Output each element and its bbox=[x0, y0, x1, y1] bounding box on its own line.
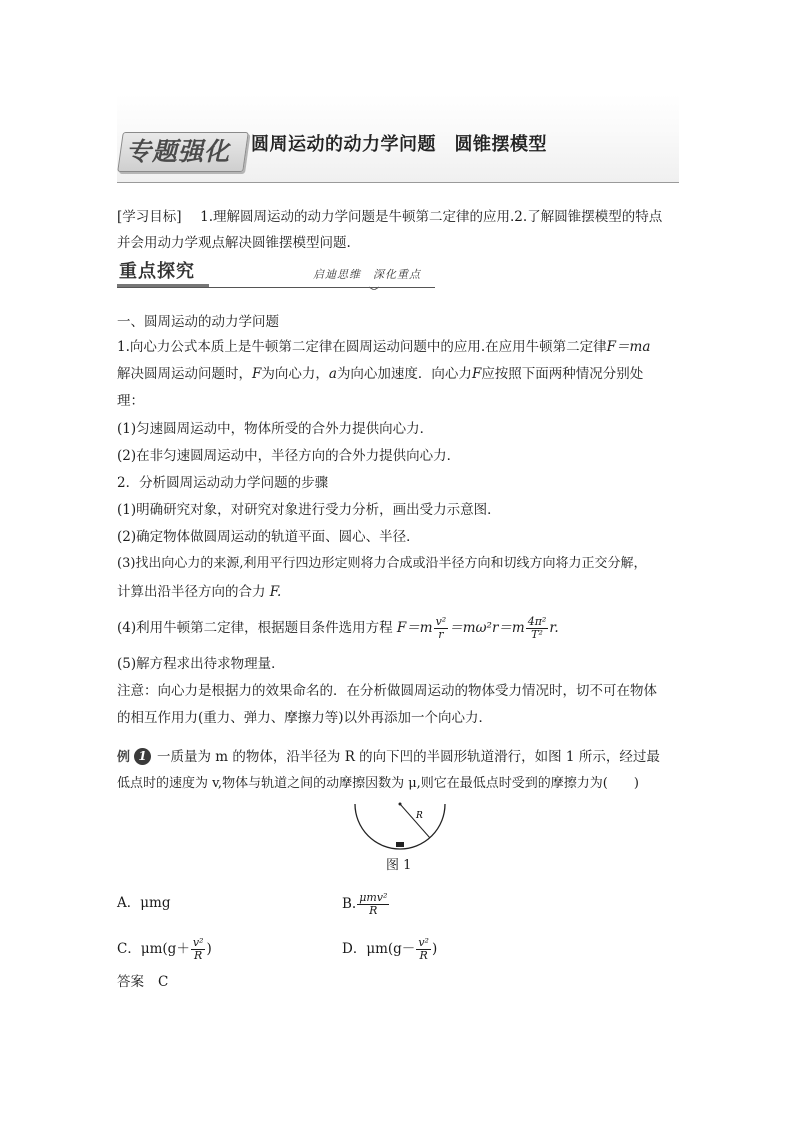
symbol-F: F bbox=[471, 366, 482, 382]
option-b bbox=[342, 887, 390, 921]
option-prefix: B. bbox=[342, 896, 357, 912]
block bbox=[396, 842, 404, 847]
numerator: v² bbox=[418, 936, 429, 949]
answer-value: C bbox=[158, 974, 169, 990]
example-line2: 低点时的速度为 v,物体与轨道之间的动摩擦因数为 μ,则它在最低点时受到的摩擦力为( ) bbox=[117, 776, 639, 791]
part1-p1-text: 1.向心力公式本质上是牛顿第二定律在圆周运动问题中的应用.在应用牛顿第二定律 bbox=[117, 339, 607, 355]
option-suffix: ) bbox=[206, 941, 212, 957]
text-span: 为向心加速度．向心力 bbox=[336, 366, 472, 382]
part1-p1-line1 bbox=[117, 335, 650, 359]
example-number: 1 bbox=[134, 748, 151, 765]
radius-label: R bbox=[416, 811, 423, 821]
option-prefix: C．μm(g＋ bbox=[117, 941, 190, 957]
radius-line bbox=[400, 804, 430, 838]
denominator: r bbox=[438, 628, 444, 641]
fraction-4pi2-T2 bbox=[526, 616, 549, 641]
section-subtitle: 启迪思维 深化重点 bbox=[313, 268, 421, 281]
fraction bbox=[357, 892, 389, 917]
option-suffix: ) bbox=[431, 941, 438, 957]
formula-part: F＝m bbox=[396, 620, 433, 636]
text-span: 应按照下面两种情况分别处 bbox=[481, 366, 644, 382]
learning-goals-line1 bbox=[117, 205, 662, 229]
note-line2: 的相互作用力(重力、弹力、摩擦力等)以外再添加一个向心力． bbox=[117, 710, 493, 726]
option-prefix: D．μm(g－ bbox=[342, 941, 416, 957]
numerator: μmv² bbox=[359, 891, 388, 904]
formula-part: r. bbox=[549, 620, 559, 636]
part1-p2-heading: 2．分析圆周运动动力学问题的步骤 bbox=[117, 475, 329, 491]
text-span: 为向心力， bbox=[261, 366, 329, 382]
note-line1: 注意：向心力是根据力的效果命名的．在分析做圆周运动的物体受力情况时，切不可在物体 bbox=[117, 683, 657, 699]
symbol-a: a bbox=[328, 366, 337, 382]
fraction bbox=[416, 937, 431, 962]
example-text1: 一质量为 m 的物体，沿半径为 R 的向下凹的半圆形轨道滑行，如图 1 所示，经过最 bbox=[157, 749, 660, 765]
step-3-line2 bbox=[117, 580, 281, 604]
step-5: (5)解方程求出待求物理量． bbox=[117, 656, 285, 672]
part1-heading: 一、圆周运动的动力学问题 bbox=[117, 314, 279, 330]
learning-goals-label: [学习目标] bbox=[117, 209, 182, 225]
denominator: R bbox=[369, 904, 378, 917]
text-span: 计算出沿半径方向的合力 bbox=[117, 584, 266, 600]
semicircle-track-figure bbox=[350, 800, 450, 856]
section-title: 重点探究 bbox=[119, 261, 195, 282]
section-notch-icon bbox=[369, 284, 379, 290]
option-a: A．μmg bbox=[117, 895, 171, 911]
part1-p1-line3: 理： bbox=[117, 393, 144, 409]
fraction bbox=[191, 937, 206, 962]
option-d bbox=[342, 932, 437, 966]
page-title: 圆周运动的动力学问题 圆锥摆模型 bbox=[251, 134, 547, 155]
fraction-v2-r bbox=[434, 616, 449, 641]
step-3-line1: (3)找出向心力的来源,利用平行四边形定则将力合成或沿半径方向和切线方向将力正交分解， bbox=[117, 556, 647, 571]
step-1: (1)明确研究对象，对研究对象进行受力分析，画出受力示意图． bbox=[117, 502, 501, 518]
newton-eq: F＝ma bbox=[606, 339, 651, 355]
numerator: 4π² bbox=[527, 615, 547, 628]
numerator: v² bbox=[435, 615, 447, 628]
step-4 bbox=[117, 612, 559, 644]
section-heading bbox=[117, 256, 435, 290]
numerator: v² bbox=[192, 936, 204, 949]
denominator: T² bbox=[531, 628, 543, 641]
part1-p1-line2 bbox=[117, 362, 643, 386]
example-label: 例 bbox=[117, 750, 131, 765]
item-2: (2)在非匀速圆周运动中，半径方向的合外力提供向心力． bbox=[117, 448, 461, 464]
topic-badge-label: 专题强化 bbox=[126, 137, 231, 166]
example-line1 bbox=[117, 745, 660, 770]
symbol-F: F. bbox=[269, 584, 282, 600]
step-2: (2)确定物体做圆周运动的轨道平面、圆心、半径． bbox=[117, 529, 420, 545]
denominator: R bbox=[419, 949, 428, 962]
symbol-F: F bbox=[252, 366, 262, 382]
header-band bbox=[117, 94, 679, 183]
answer-label: 答案 bbox=[117, 974, 144, 990]
denominator: R bbox=[193, 949, 203, 962]
section-rule bbox=[117, 287, 435, 288]
learning-goals-line2: 并会用动力学观点解决圆锥摆模型问题. bbox=[117, 235, 351, 251]
option-c bbox=[117, 932, 212, 966]
figure-caption: 图 1 bbox=[386, 858, 412, 873]
answer bbox=[117, 970, 168, 994]
text-span: (4)利用牛顿第二定律，根据题目条件选用方程 bbox=[117, 620, 393, 636]
item-1: (1)匀速圆周运动中，物体所受的合外力提供向心力． bbox=[117, 421, 434, 437]
learning-goals-text1: 1.理解圆周运动的动力学问题是牛顿第二定律的应用.2.了解圆锥摆模型的特点 bbox=[200, 209, 663, 225]
formula-part: ＝mω²r＝m bbox=[449, 620, 525, 636]
text-span: 解决圆周运动问题时， bbox=[117, 366, 252, 382]
